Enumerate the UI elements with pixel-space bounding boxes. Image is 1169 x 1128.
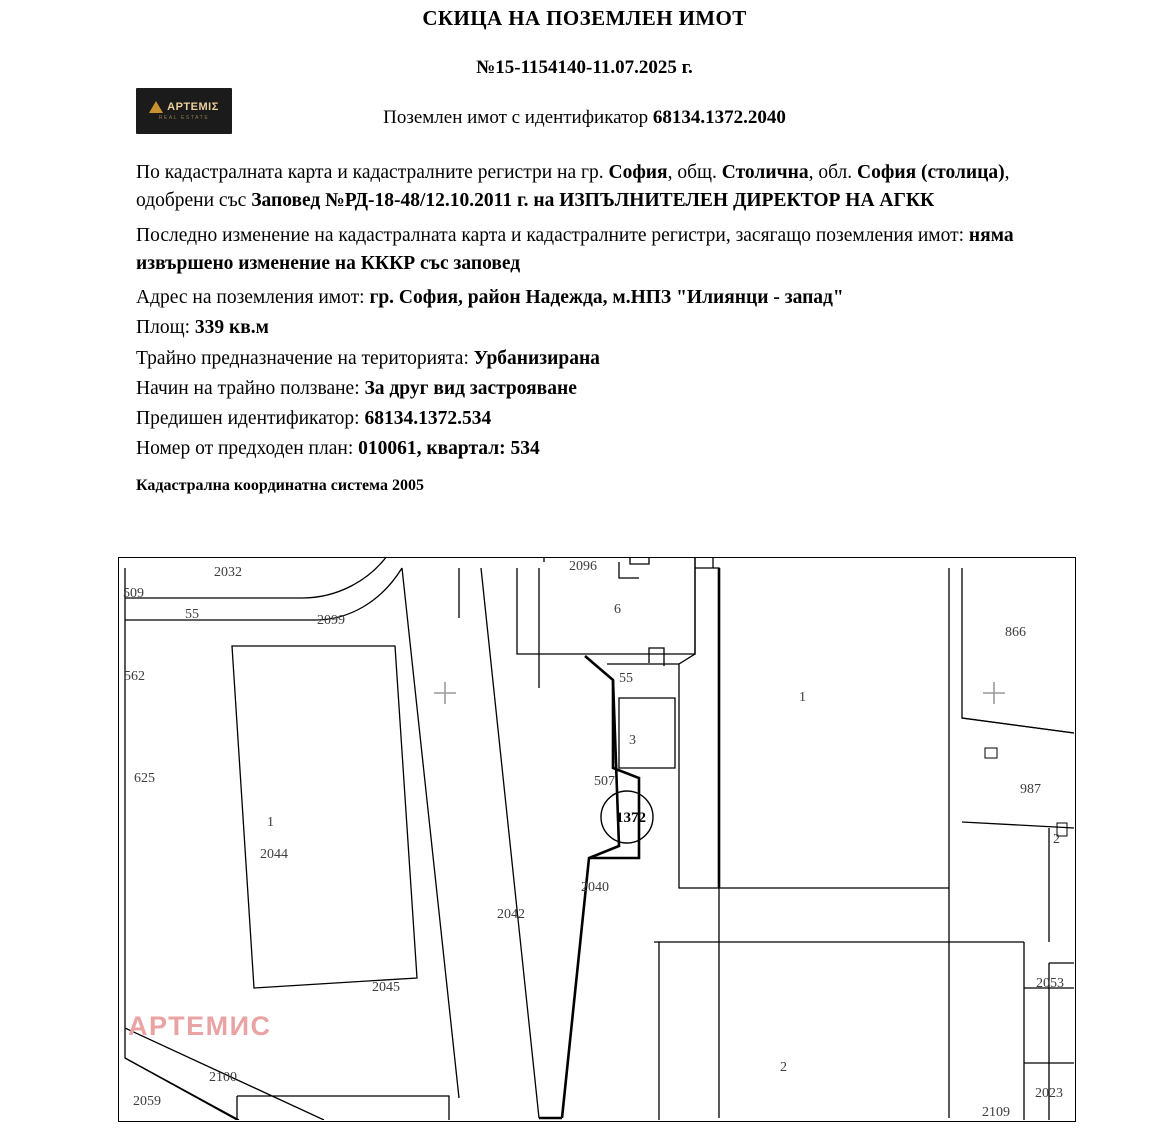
cadastral-map[interactable] (118, 557, 1076, 1122)
map-parcel-label: 625 (134, 771, 155, 786)
map-parcel-label: 2 (1053, 832, 1060, 847)
map-parcel-label: 2100 (209, 1070, 237, 1085)
field-territory-purpose (136, 345, 1033, 373)
field-previous-plan-value: 010061, квартал: 534 (358, 438, 540, 460)
map-parcel-label: 2044 (260, 847, 288, 862)
survey-cross-right (983, 682, 1005, 704)
paragraph-cadastral-map (136, 159, 1033, 216)
map-parcel-label: 55 (619, 671, 633, 686)
map-parcel-label: 6 (614, 602, 621, 617)
map-labels (123, 559, 1064, 1120)
map-parcel-label: 2059 (133, 1094, 161, 1109)
coordinate-system-label: Кадастрална координатна система 2005 (136, 476, 424, 494)
document-number: №15-1154140-11.07.2025 г. (476, 57, 693, 78)
identifier-value: 68134.1372.2040 (652, 107, 786, 128)
cadastral-map-svg (119, 558, 1074, 1120)
field-area-label: Площ: (136, 317, 195, 339)
paragraph-last-change (136, 222, 1033, 279)
map-parcel-label: 2023 (1035, 1086, 1063, 1101)
p1-municipality: Столична (721, 162, 809, 183)
p1-city: София (608, 162, 668, 183)
field-previous-plan-label: Номер от предходен план: (136, 438, 359, 460)
map-parcel-label: 2096 (569, 559, 597, 574)
field-territory-purpose-value: Урбанизирана (473, 347, 600, 369)
map-parcel-label: 2109 (982, 1105, 1010, 1120)
map-parcel-label: 2032 (214, 565, 242, 580)
field-area-value: 339 кв.м (194, 317, 269, 339)
field-usage (136, 375, 1033, 403)
map-parcel-label: 1 (267, 815, 274, 830)
field-previous-identifier-label: Предишен идентификатор: (136, 408, 365, 430)
page-title: СКИЦА НА ПОЗЕМЛЕН ИМОТ (422, 6, 747, 30)
field-usage-label: Начин на трайно ползване: (136, 377, 365, 399)
map-parcel-label: 866 (1005, 625, 1026, 640)
p1-text-3: , обл. (808, 162, 858, 183)
field-address (136, 284, 1033, 312)
map-parcel-label: 2040 (581, 880, 609, 895)
company-logo (136, 88, 232, 134)
identifier-prefix: Поземлен имот с идентификатор (383, 107, 653, 128)
p2-text-1: Последно изменение на кадастралната карта и кадастралните регистри, засягащо поземления имот: (136, 224, 969, 246)
map-parcel-label: 2 (780, 1060, 787, 1075)
field-territory-purpose-label: Трайно предназначение на територията: (136, 347, 474, 369)
document-body (136, 159, 1033, 497)
map-parcel-label: 2053 (1036, 976, 1064, 991)
logo-name: ΑΡΤΕΜΙΣ (167, 101, 219, 113)
field-previous-plan (136, 435, 1033, 463)
map-parcel-label: 2099 (317, 613, 345, 628)
field-previous-identifier (136, 405, 1033, 433)
logo-top-row (149, 101, 219, 113)
watermark: АРТЕМИС (128, 1011, 272, 1041)
logo-subtitle: REAL ESTATE (158, 115, 210, 121)
field-usage-value: За друг вид застрояване (364, 377, 577, 399)
p1-text-2: , общ. (667, 162, 722, 183)
field-address-value: гр. София, район Надежда, м.НПЗ "Илиянци - запад" (369, 287, 844, 309)
map-parcel-label: 507 (594, 774, 615, 789)
map-parcel-label: 1 (799, 690, 806, 705)
p1-order: Заповед №РД-18-48/12.10.2011 г. на ИЗПЪЛНИТЕЛЕН ДИРЕКТОР НА АГКК (251, 190, 935, 212)
field-area (136, 314, 1033, 342)
map-parcel-label: 2045 (372, 980, 400, 995)
p2-value: няма извършено изменение на КККР със заповед (136, 224, 1014, 274)
field-previous-identifier-value: 68134.1372.534 (364, 408, 492, 430)
p1-text-1: По кадастралната карта и кадастралните регистри на гр. (136, 162, 609, 183)
map-parcel-label: 2042 (497, 907, 525, 922)
map-parcel-label: 509 (123, 586, 144, 601)
field-address-label: Адрес на поземления имот: (136, 287, 370, 309)
map-parcel-label: 55 (185, 607, 199, 622)
map-parcel-label: 3 (629, 733, 636, 748)
survey-cross-left (434, 682, 456, 704)
p1-text-4: , одобрени със (136, 162, 1010, 212)
triangle-mark-icon (149, 101, 163, 113)
p1-region: София (столица) (857, 162, 1005, 183)
document-page (0, 6, 1169, 1128)
map-parcel-label: 562 (124, 669, 145, 684)
map-parcel-lines (125, 558, 1074, 1120)
map-parcel-label: 1372 (616, 810, 646, 826)
map-parcel-label: 987 (1020, 782, 1041, 797)
